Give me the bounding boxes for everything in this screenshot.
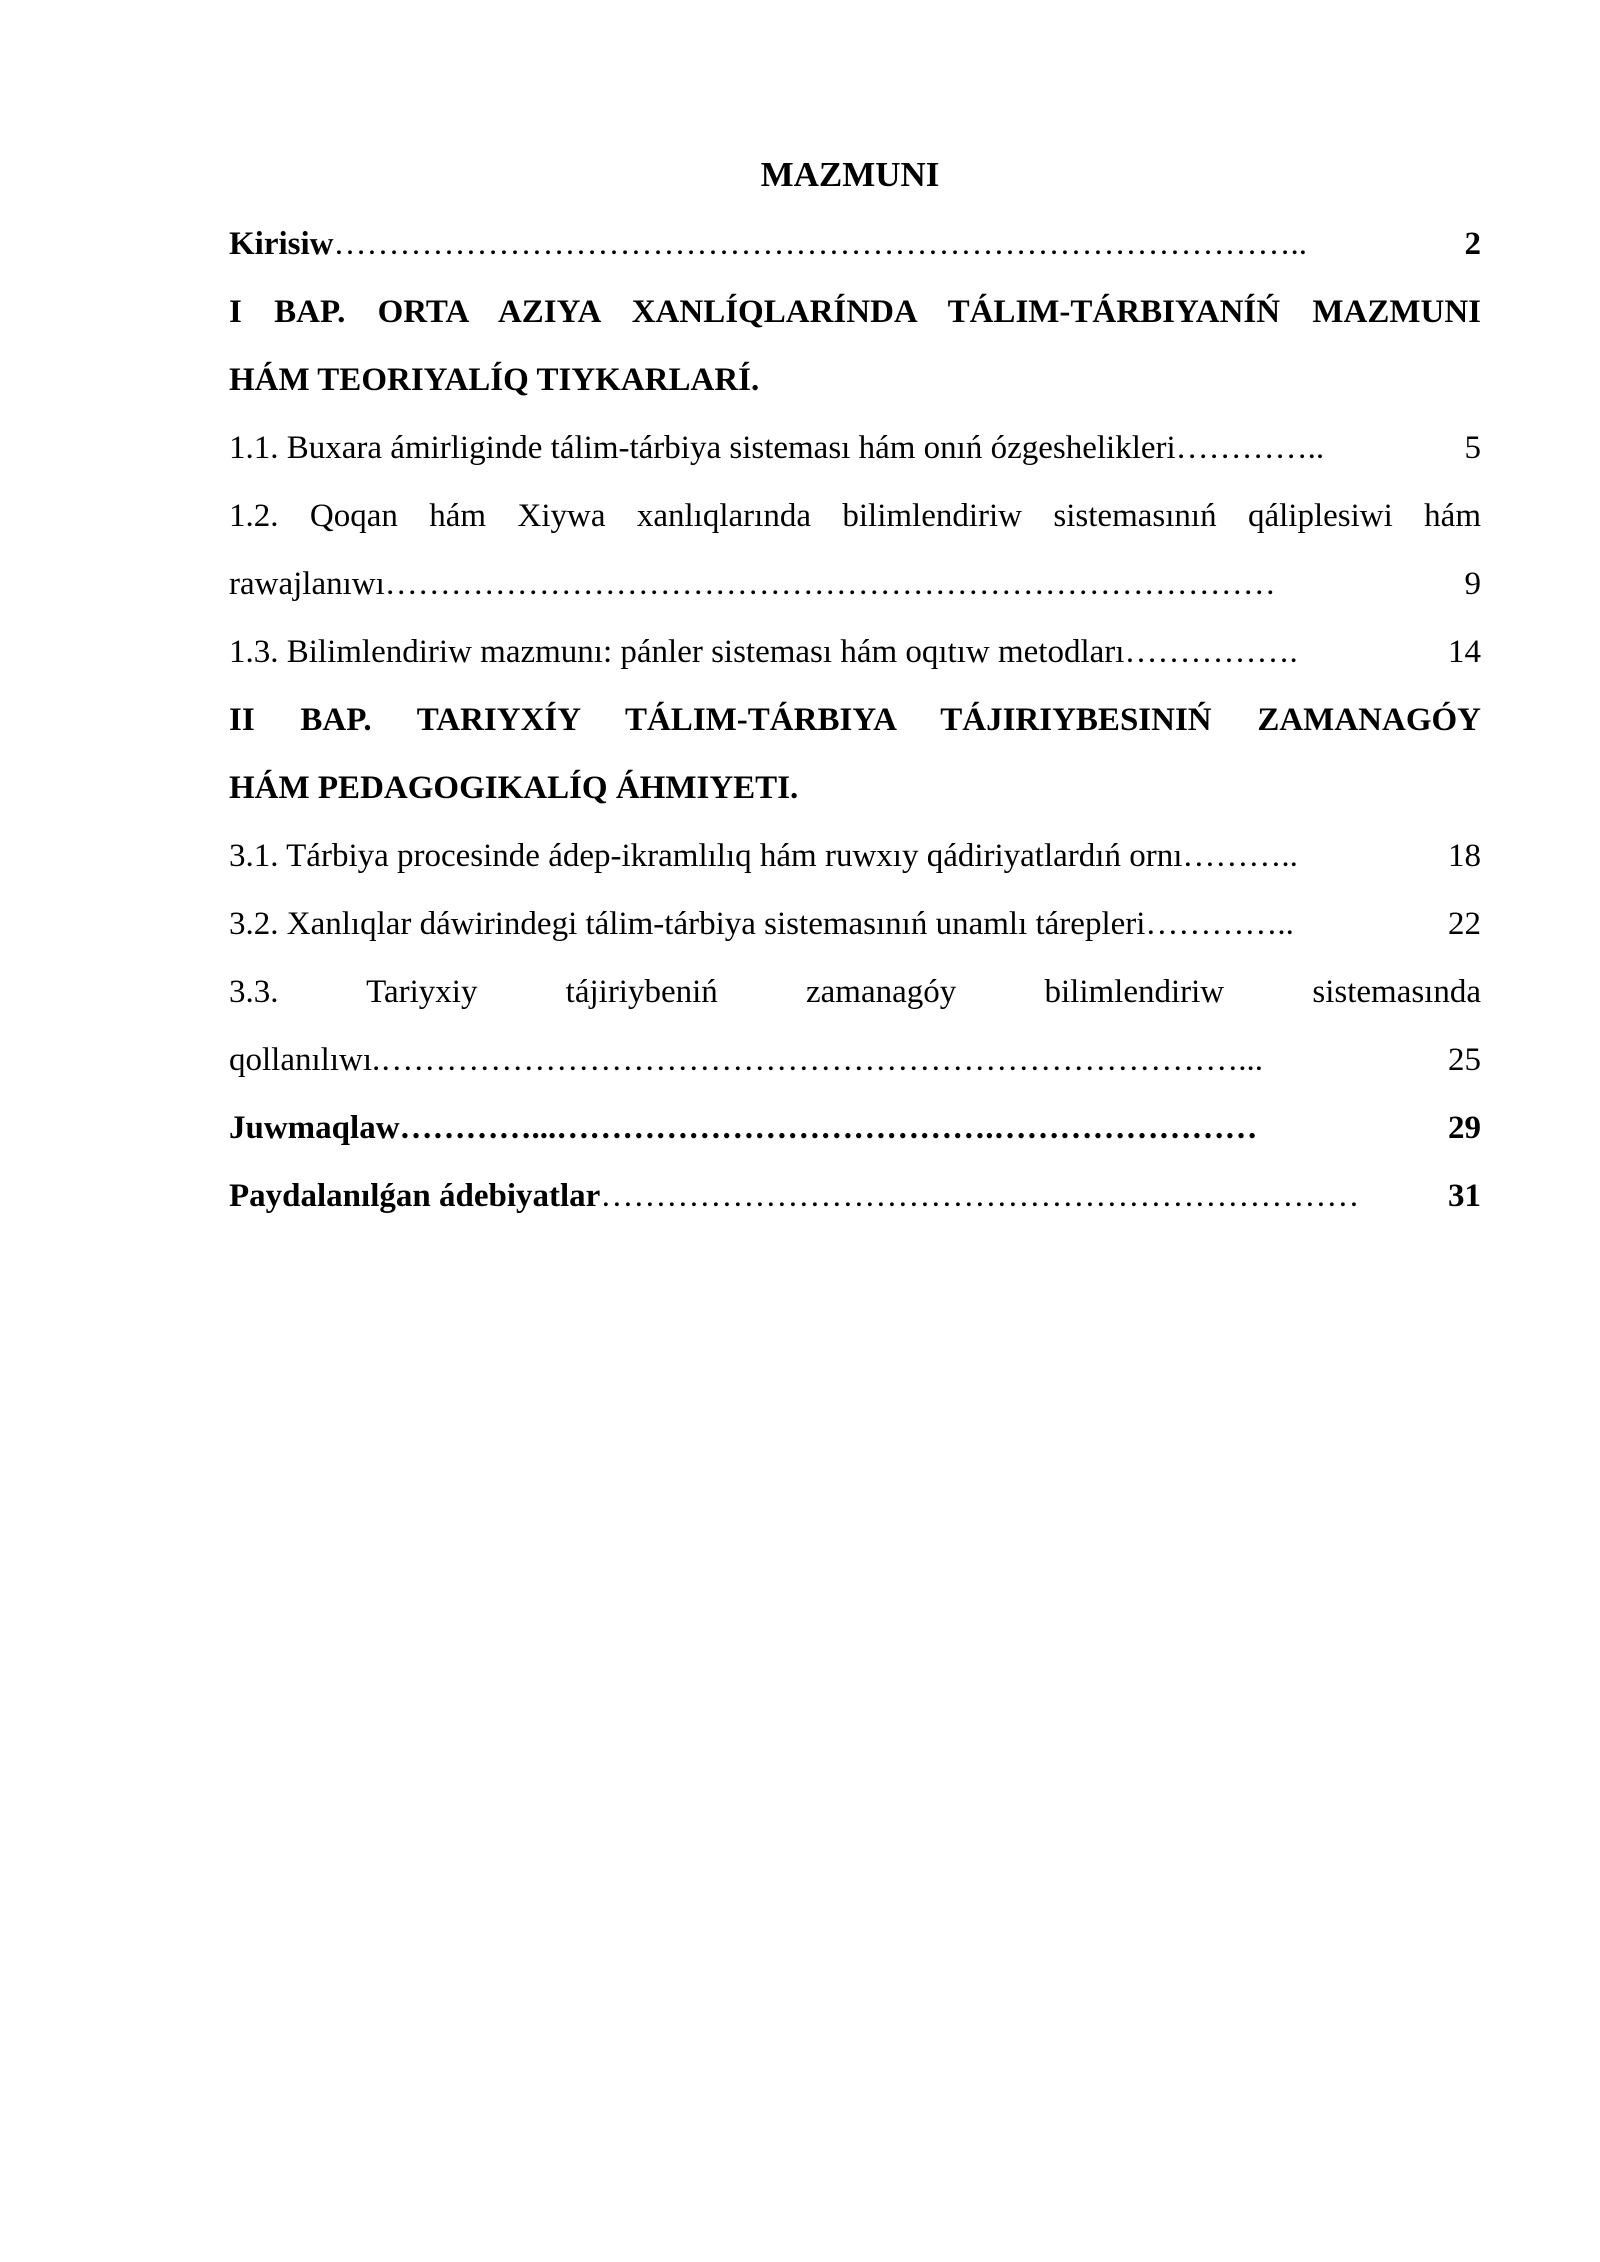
toc-chapter-2-heading-cont: HÁM PEDAGOGIKALÍQ ÁHMIYETI. <box>229 770 799 806</box>
toc-entry-3-3: 3.3. Tariyxiy tájiriybeniń zamanagóy bilimlendiriw sistemasında <box>229 974 1481 1010</box>
toc-page-number: 22 <box>1448 906 1481 942</box>
toc-page-number: 29 <box>1448 1110 1481 1146</box>
toc-page-number: 9 <box>1464 566 1481 602</box>
toc-entry-paydalanilgan <box>229 1162 1481 1230</box>
toc-entry-3-2 <box>229 890 1481 958</box>
toc-entry-label: 1.3. Bilimlendiriw mazmunı: pánler sisteması hám oqıtıw metodları <box>229 634 1125 670</box>
toc-chapter-1-heading-cont: HÁM TEORIYALÍQ TIYKARLARÍ. <box>229 362 760 398</box>
toc-entry-label: 3.1. Tárbiya procesinde ádep-ikramlılıq hám ruwxıy qádiriyatlardıń ornı <box>229 838 1183 874</box>
toc-leader-dots: …………………………………………………………………………….. <box>333 226 1307 262</box>
toc-entry-1-3 <box>229 618 1481 686</box>
toc-entry-1-2: 1.2. Qoqan hám Xiywa xanlıqlarında bilimlendiriw sistemasınıń qáliplesiwi hám <box>229 498 1481 534</box>
toc-page-number: 31 <box>1448 1178 1481 1214</box>
toc-page-number: 5 <box>1464 430 1481 466</box>
toc-entry-label: 1.1. Buxara ámirliginde tálim-tárbiya sisteması hám onıń ózgeshelikleri <box>229 430 1176 466</box>
toc-entry-label: qollanılıwı. <box>229 1042 381 1078</box>
toc-entry-kirisiw <box>229 210 1481 278</box>
toc-chapter-2-heading: II BAP. TARIYXÍY TÁLIM-TÁRBIYA TÁJIRIYBESINIŃ ZAMANAGÓY <box>229 702 1481 738</box>
toc-entry-label: 3.2. Xanlıqlar dáwirindegi tálim-tárbiya sistemasınıń unamlı tárepleri <box>229 906 1146 942</box>
toc-page-number: 18 <box>1448 838 1481 874</box>
toc-entry-juwmaqlaw <box>229 1094 1481 1162</box>
toc-entry-label: rawajlanıwı <box>229 566 385 602</box>
toc-page-number: 14 <box>1448 634 1481 670</box>
table-of-contents <box>229 210 1481 1230</box>
toc-entry-3-3-cont <box>229 1026 1481 1094</box>
toc-entry-label: Kirisiw <box>229 226 334 262</box>
toc-title: MAZMUNI <box>760 155 940 194</box>
toc-entry-1-1 <box>229 414 1481 482</box>
toc-leader-dots: ……………………………………………………………………... <box>380 1042 1263 1078</box>
toc-leader-dots: ………….. <box>1175 430 1325 466</box>
toc-leader-dots: …………………………………………………………… <box>600 1178 1360 1214</box>
toc-leader-dots: ……………. <box>1124 634 1298 670</box>
toc-chapter-1-heading: I BAP. ORTA AZIYA XANLÍQLARÍNDA TÁLIM-TÁRBIYANÍŃ MAZMUNI <box>229 294 1481 330</box>
toc-page-number: 25 <box>1448 1042 1481 1078</box>
toc-entry-3-1 <box>229 822 1481 890</box>
toc-leader-dots: ………….. <box>1145 906 1294 942</box>
toc-entry-1-2-cont <box>229 550 1481 618</box>
toc-entry-label: Juwmaqlaw <box>229 1110 400 1146</box>
toc-leader-dots: …………...………………………………….…………………… <box>399 1110 1258 1146</box>
toc-leader-dots: ……………………………………………………………………… <box>384 566 1276 602</box>
toc-entry-label: Paydalanılǵan ádebiyatlar <box>229 1178 601 1214</box>
toc-page-number: 2 <box>1464 226 1481 262</box>
toc-leader-dots: ……….. <box>1182 838 1298 874</box>
